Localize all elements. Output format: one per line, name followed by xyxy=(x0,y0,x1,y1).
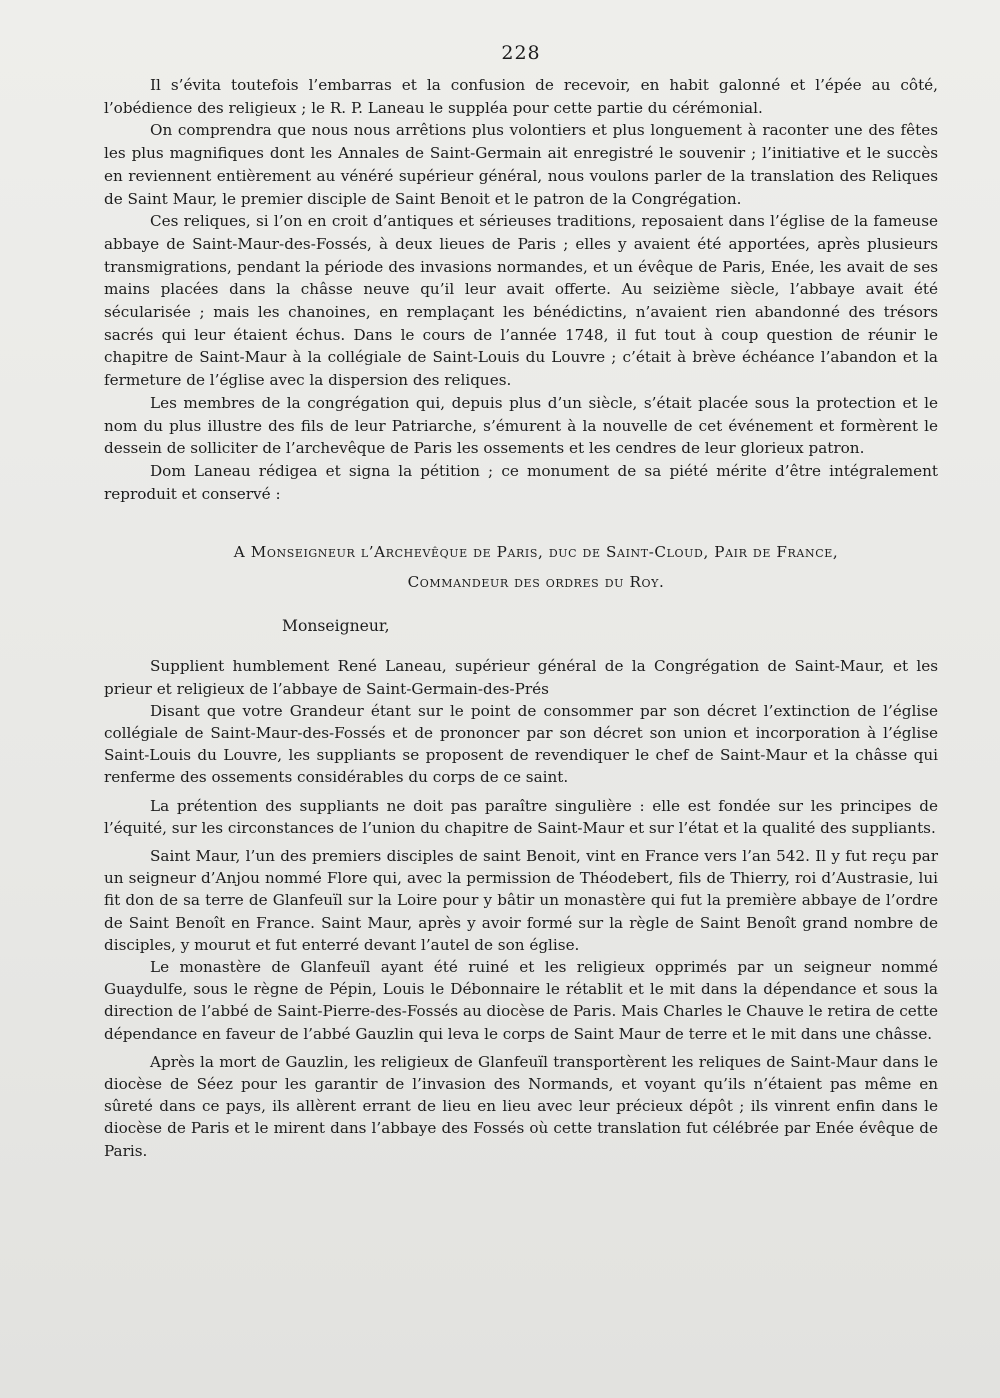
petition-paragraph-saint-maur: Saint Maur, l’un des premiers disciples de saint Benoit, vint en France vers l’an 542. Il y fut reçu par un seigneur d’Anjou nommé Flore qui, avec la permission de Théodebert, fils de Thierry, roi d’Austrasie, lui fit don de sa terre de Glanfeuïl sur la Loire pour y bâtir un monastère qui fut la première abbaye de l’ordre de Saint Benoît en France. Saint Maur, après y avoir formé sur la règle de Saint Benoît grand nombre de disciples, y mourut et fut enterré devant l’autel de son église. xyxy=(104,846,938,954)
paragraph-relics-history: Ces reliques, si l’on en croit d’antiques et sérieuses traditions, reposaient dans l’église de la fameuse abbaye de Saint-Maur-des-Fossés, à deux lieues de Paris ; elles y avaient été apportées, après plusieurs transmigrations, pendant la période des invasions normandes, et un évêque de Paris, Enée, les avait de ses mains placées dans la châsse neuve qu’il leur avait offerte. Au seizième siècle, l’abbaye avait été sécularisée ; mais les chanoines, en remplaçant les bénédictins, n’avaient rien abandonné des trésors sacrés qui leur étaient échus. Dans le cours de l’année 1748, il fut tout à coup question de réunir le chapitre de Saint-Maur à la collégiale de Saint-Louis du Louvre ; c’était à brève échéance l’abandon et la fermeture de l’église avec la dispersion des reliques. xyxy=(104,212,938,390)
paragraph-translation-feast: On comprendra que nous nous arrêtions plus volontiers et plus longuement à raconter une des fêtes les plus magnifiques dont les Annales de Saint-Germain ait enregistré le souvenir ; l’initiative et le succès en reviennent entièrement au vénéré supérieur général, nous voulons parler de la translation des Reliques de Saint Maur, le premier disciple de Saint Benoit et le patron de la Congrégation. xyxy=(104,121,938,208)
page-number: 228 xyxy=(501,42,541,64)
intro-section xyxy=(104,74,938,505)
address-line-1: A Monseigneur l’Archevêque de Paris, duc de Saint-Cloud, Pair de France, xyxy=(233,543,839,562)
petition-paragraph-pretention: La prétention des suppliants ne doit pas paraître singulière : elle est fondée sur les principes de l’équité, sur les circonstances de l’union du chapitre de Saint-Maur et sur l’état et la qualité des suppliants. xyxy=(104,796,938,837)
petition-paragraph-supplicants: Supplient humblement René Laneau, supérieur général de la Congrégation de Saint-Maur, et les prieur et religieux de l’abbaye de Saint-Germain-des-Prés xyxy=(104,657,938,698)
petition-address xyxy=(104,537,938,597)
paragraph-embarras: Il s’évita toutefois l’embarras et la confusion de recevoir, en habit galonné et l’épée au côté, l’obédience des religieux ; le R. P. Laneau le suppléa pour cette partie du cérémonial. xyxy=(104,76,938,117)
address-line-2: Commandeur des ordres du Roy. xyxy=(407,573,665,592)
petition-text xyxy=(104,655,938,1161)
petition-paragraph-gauzlin: Après la mort de Gauzlin, les religieux de Glanfeuïl transportèrent les reliques de Saint-Maur dans le diocèse de Séez pour les garantir de l’invasion des Normands, et voyant qu’ils n’étaient pas même en sûreté dans ce pays, ils allèrent errant de lieu en lieu avec leur précieux dépôt ; ils vinrent enfin dans le diocèse de Paris et le mirent dans l’abbaye des Fossés où cette translation fut célébrée par Enée évêque de Paris. xyxy=(104,1052,938,1160)
paragraph-congregation-members: Les membres de la congrégation qui, depuis plus d’un siècle, s’était placée sous la protection et le nom du plus illustre des fils de leur Patriarche, s’émurent à la nouvelle de cet événement et formèrent le dessein de solliciter de l’archevêque de Paris les ossements et les cendres de leur glorieux patron. xyxy=(104,393,938,458)
petition-paragraph-disant: Disant que votre Grandeur étant sur le point de consommer par son décret l’extinction de l’église collégiale de Saint-Maur-des-Fossés et de prononcer par son décret son union et incorporation à l’église Saint-Louis du Louvre, les suppliants se proposent de revendiquer le chef de Saint-Maur et la châsse qui renferme des ossements considérables du corps de ce saint. xyxy=(104,701,938,787)
petition-paragraph-glanfeuil: Le monastère de Glanfeuïl ayant été ruiné et les religieux opprimés par un seigneur nommé Guaydulfe, sous le règne de Pépin, Louis le Débonnaire le rétablit et le mit dans la dépendance et sous la direction de l’abbé de Saint-Pierre-des-Fossés au diocèse de Paris. Mais Charles le Chauve le retira de cette dépendance en faveur de l’abbé Gauzlin qui leva le corps de Saint Maur de terre et le mit dans une châsse. xyxy=(104,958,938,1043)
salutation: Monseigneur, xyxy=(282,617,390,636)
paragraph-petition-intro: Dom Laneau rédigea et signa la pétition ; ce monument de sa piété mérite d’être intégralement reproduit et conservé : xyxy=(104,461,938,503)
